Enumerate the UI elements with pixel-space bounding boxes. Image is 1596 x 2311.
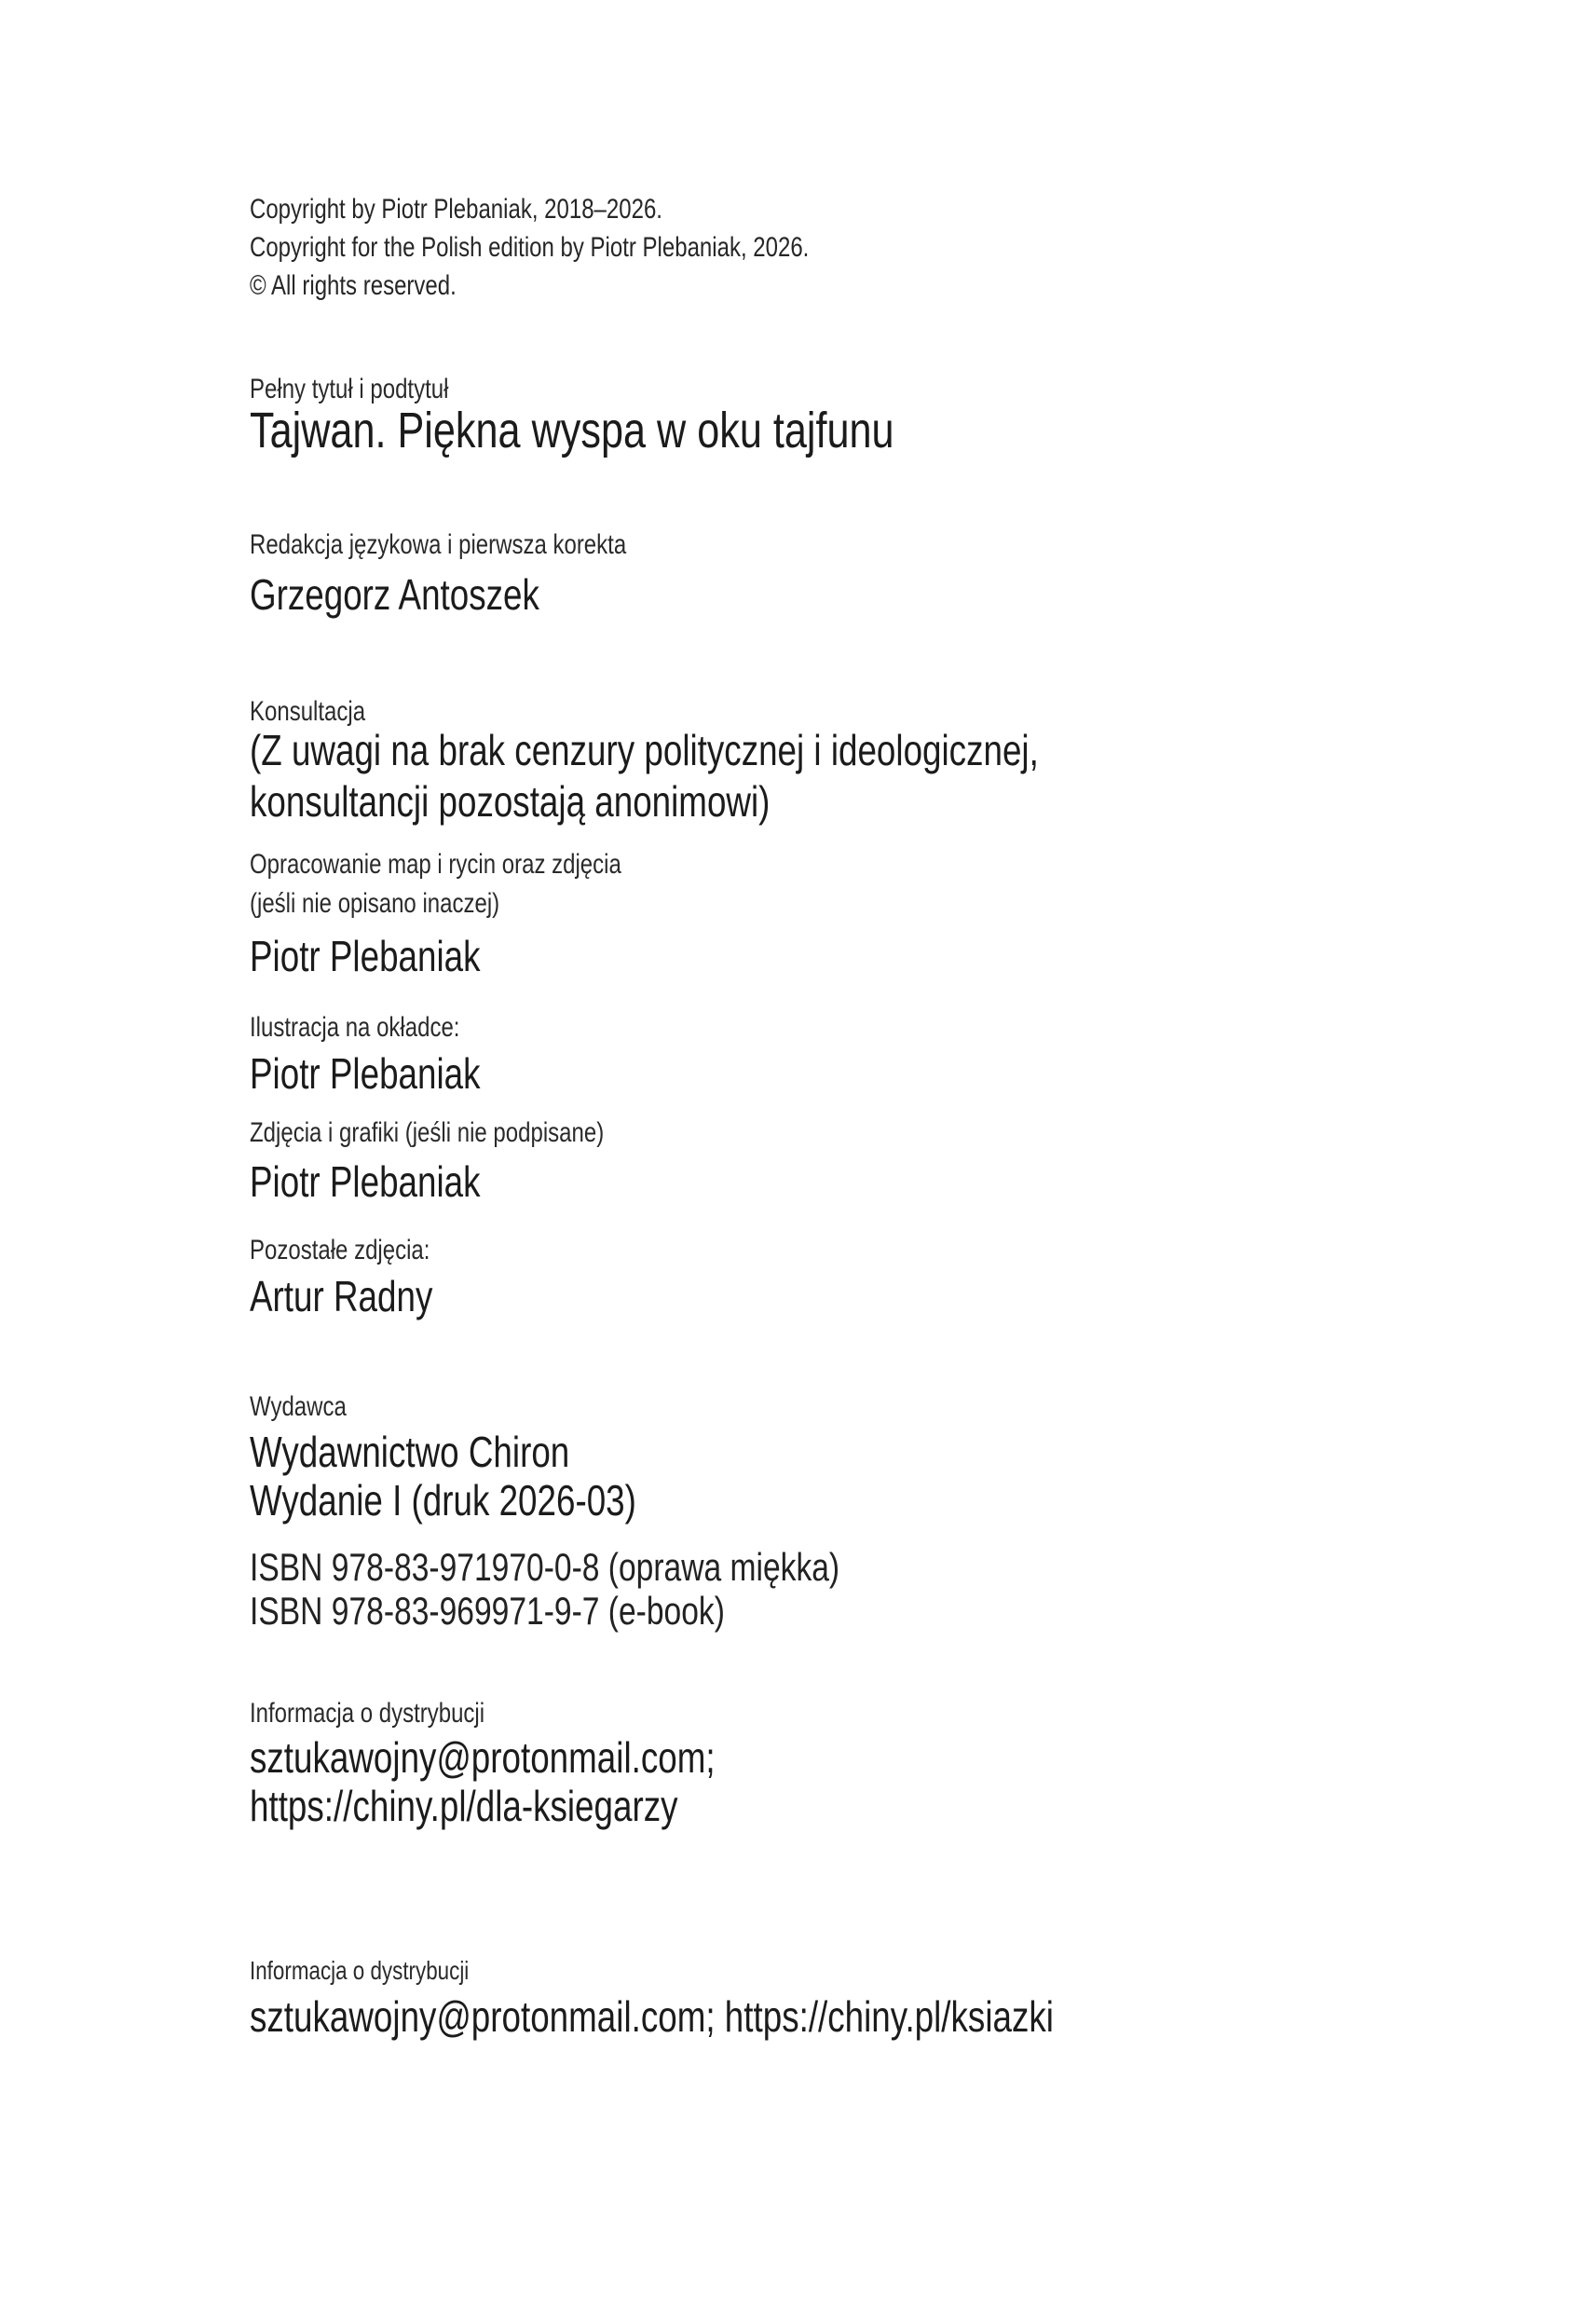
isbn-paperback: ISBN 978-83-971970-0-8 (oprawa miękka) — [250, 1545, 840, 1589]
maps-label-line-1: Opracowanie map i rycin oraz zdjęcia — [250, 849, 621, 880]
publisher-edition: Wydanie I (druk 2026-03) — [250, 1476, 636, 1525]
maps-author-name: Piotr Plebaniak — [250, 932, 481, 980]
distribution-primary-label: Informacja o dystrybucji — [250, 1698, 485, 1729]
consultation-note — [250, 725, 1039, 827]
distribution-email: sztukawojny@protonmail.com; — [250, 1733, 716, 1782]
publisher-label: Wydawca — [250, 1391, 347, 1422]
consultation-label: Konsultacja — [250, 696, 366, 727]
full-title-label: Pełny tytuł i podtytuł — [250, 374, 449, 404]
editor-name: Grzegorz Antoszek — [250, 570, 539, 619]
maps-label-line-2: (jeśli nie opisano inaczej) — [250, 888, 500, 919]
distribution-secondary-contacts: sztukawojny@protonmail.com; https://chiny.pl/ksiazki — [250, 1992, 1054, 2041]
isbn-ebook: ISBN 978-83-969971-9-7 (e-book) — [250, 1589, 725, 1633]
cover-illustration-label: Ilustracja na okładce: — [250, 1012, 460, 1043]
other-photos-name: Artur Radny — [250, 1272, 433, 1320]
maps-label — [250, 845, 621, 923]
editing-label: Redakcja językowa i pierwsza korekta — [250, 529, 627, 560]
cover-illustration-name: Piotr Plebaniak — [250, 1049, 481, 1098]
publisher-name: Wydawnictwo Chiron — [250, 1428, 570, 1476]
book-title: Tajwan. Piękna wyspa w oku tajfunu — [250, 403, 894, 458]
distribution-primary-contacts — [250, 1733, 716, 1830]
distribution-url: https://chiny.pl/dla-ksiegarzy — [250, 1782, 678, 1830]
consultation-note-line-1: (Z uwagi na brak cenzury politycznej i ideologicznej, — [250, 726, 1039, 774]
distribution-secondary-label: Informacja o dystrybucji — [250, 1956, 470, 1985]
consultation-note-line-2: konsultancji pozostają anonimowi) — [250, 777, 771, 826]
isbn-block — [250, 1545, 839, 1633]
publisher-block — [250, 1428, 636, 1525]
copyright-line-1: Copyright by Piotr Plebaniak, 2018–2026. — [250, 194, 662, 225]
photos-graphics-name: Piotr Plebaniak — [250, 1157, 481, 1206]
copyright-block — [250, 190, 809, 305]
other-photos-label: Pozostałe zdjęcia: — [250, 1235, 430, 1265]
copyright-line-3: © All rights reserved. — [250, 270, 457, 301]
copyright-line-2: Copyright for the Polish edition by Piotr Plebaniak, 2026. — [250, 232, 810, 263]
photos-graphics-label: Zdjęcia i grafiki (jeśli nie podpisane) — [250, 1117, 605, 1148]
